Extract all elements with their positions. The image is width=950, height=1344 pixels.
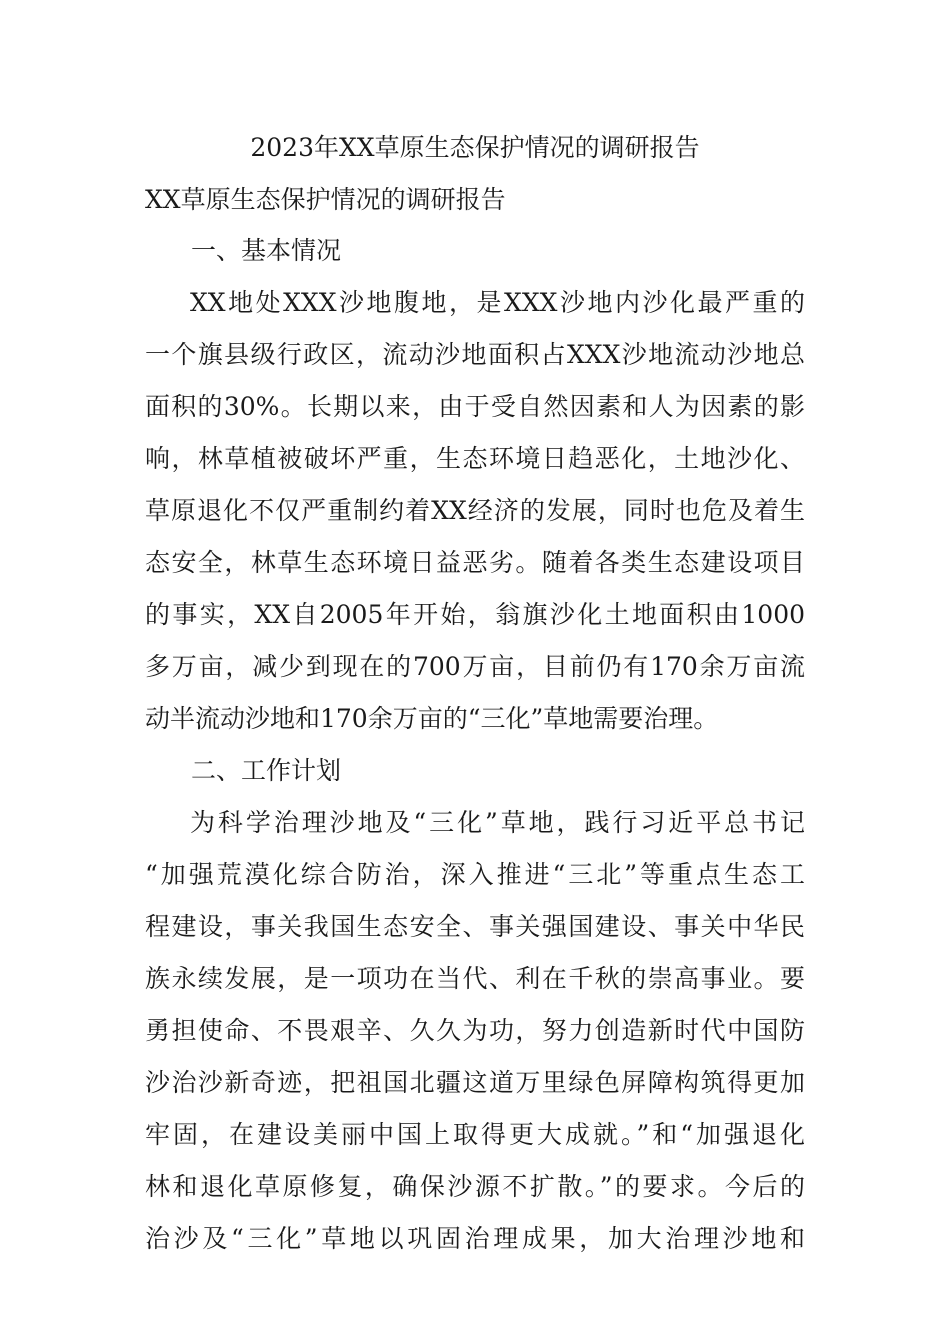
paragraph-line: 态安全，林草生态环境日益恶劣。随着各类生态建设项目 [145,548,805,577]
document-title: 2023年XX草原生态保护情况的调研报告 [250,133,700,162]
section-heading-work-plan: 二、工作计划 [191,756,342,785]
paragraph-line: 勇担使命、不畏艰辛、久久为功，努力创造新时代中国防 [145,1016,805,1045]
paragraph-line: XX地处XXX沙地腹地，是XXX沙地内沙化最严重的 [190,288,805,317]
paragraph-line: 林和退化草原修复，确保沙源不扩散。”的要求。今后的 [145,1172,805,1201]
paragraph-line: 治沙及“三化”草地以巩固治理成果，加大治理沙地和 [145,1224,805,1253]
paragraph-line: 动半流动沙地和170余万亩的“三化”草地需要治理。 [145,704,719,733]
paragraph-line: “加强荒漠化综合防治，深入推进“三北”等重点生态工 [145,860,805,889]
paragraph-line: 程建设，事关我国生态安全、事关强国建设、事关中华民 [145,912,805,941]
document-subtitle: XX草原生态保护情况的调研报告 [145,185,506,214]
paragraph-line: 一个旗县级行政区，流动沙地面积占XXX沙地流动沙地总 [145,340,805,369]
paragraph-line: 沙治沙新奇迹，把祖国北疆这道万里绿色屏障构筑得更加 [145,1068,805,1097]
paragraph-line: 的事实，XX自2005年开始，翁旗沙化土地面积由1000 [145,600,805,629]
paragraph-line: 族永续发展，是一项功在当代、利在千秋的崇高事业。要 [145,964,805,993]
paragraph-line: 面积的30%。长期以来，由于受自然因素和人为因素的影 [145,392,805,421]
paragraph-line: 草原退化不仅严重制约着XX经济的发展，同时也危及着生 [145,496,805,525]
paragraph-line: 多万亩，减少到现在的700万亩，目前仍有170余万亩流 [145,652,805,681]
paragraph-line: 为科学治理沙地及“三化”草地，践行习近平总书记 [190,808,805,837]
paragraph-line: 响，林草植被破坏严重，生态环境日趋恶化，土地沙化、 [145,444,805,473]
section-heading-basic-situation: 一、基本情况 [191,236,342,265]
paragraph-line: 牢固，在建设美丽中国上取得更大成就。”和“加强退化 [145,1120,805,1149]
